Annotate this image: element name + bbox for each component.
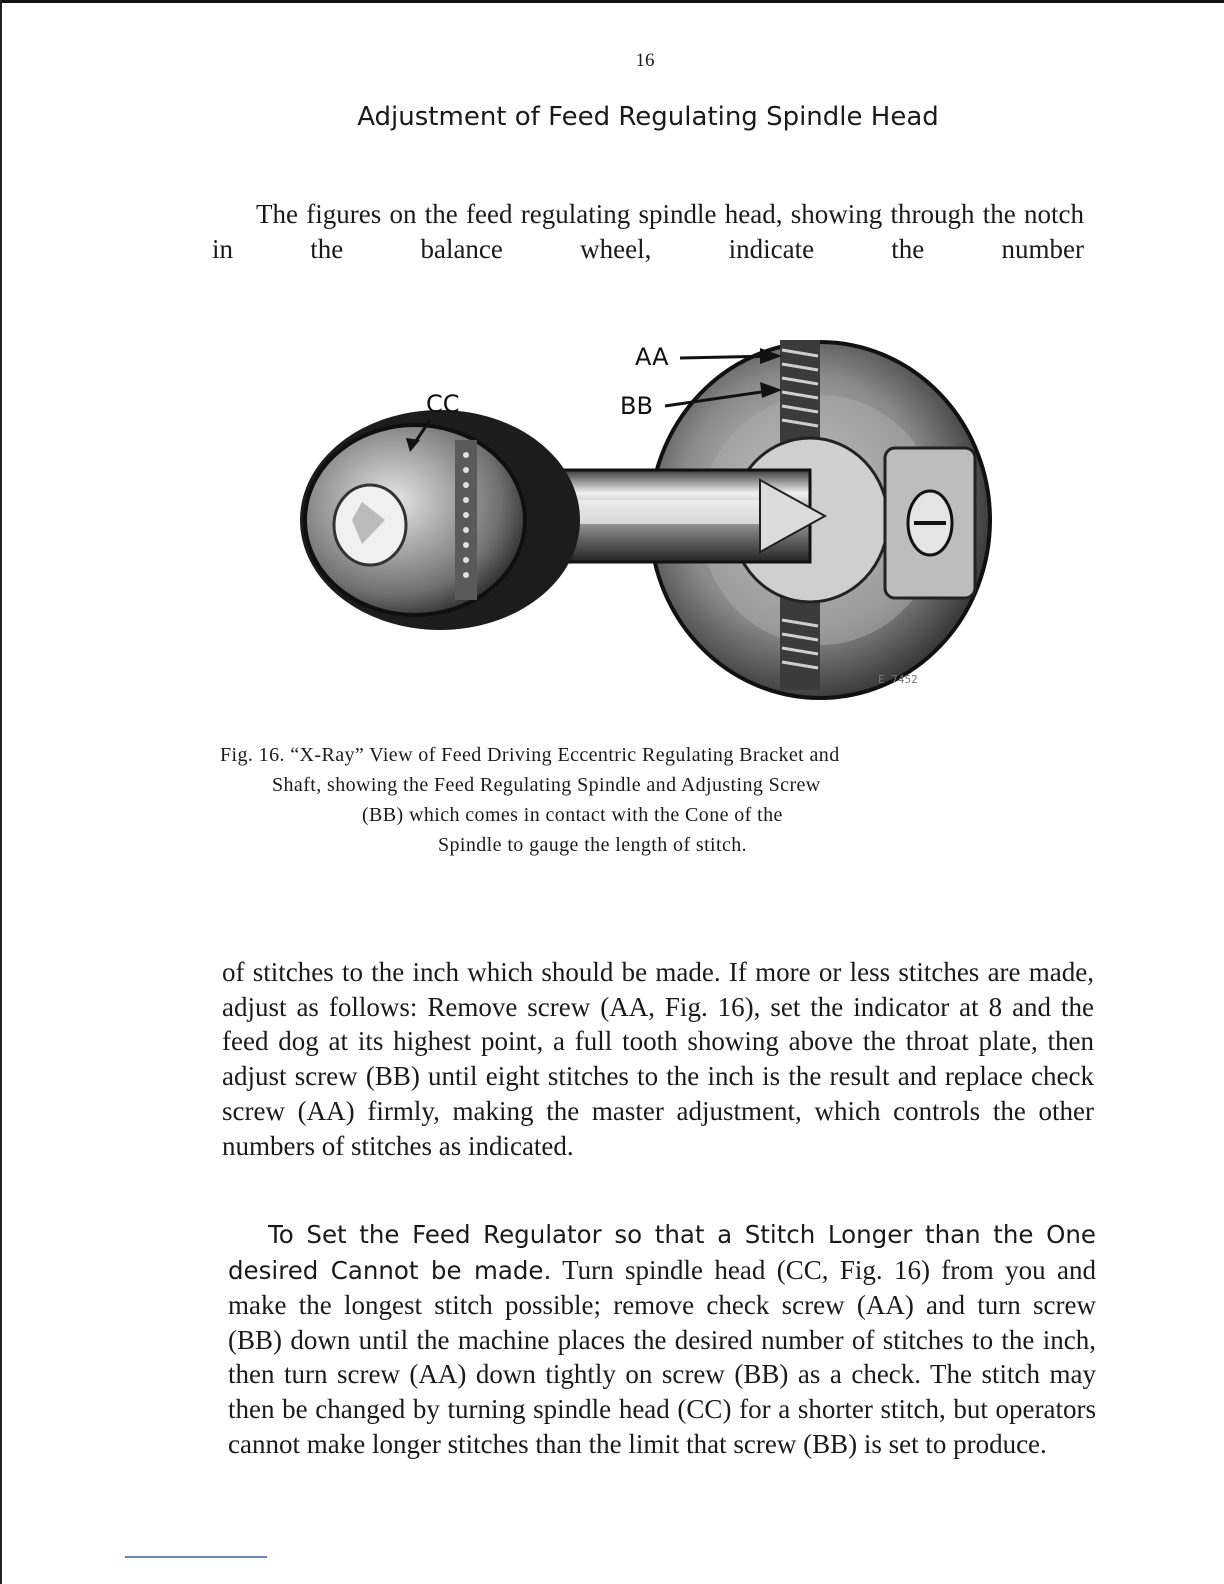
plate-mark: E 7452 bbox=[878, 673, 918, 686]
figure-illustration bbox=[290, 330, 1010, 702]
continued-paragraph: of stitches to the inch which should be made. If more or less stitches are made, adjust as follows: Remove screw (AA, Fig. 16), set the indicator at 8 and the feed dog at its highest point, a full tooth showing above the throat plate, then adjust screw (BB) until eight stitches to the inch is the result and replace check screw (AA) firmly, making the master adjustment, which controls the other numbers of stitches as indicated. bbox=[222, 957, 1094, 1161]
section-paragraph bbox=[228, 1217, 1096, 1461]
section-lead-heading: To Set the Feed Regulator so that a Stitch Longer than the One desired Cannot be made. bbox=[228, 1220, 1096, 1285]
section-body: Turn spindle head (CC, Fig. 16) from you and make the longest stitch possible; remove check screw (AA) and turn screw (BB) down until the machine places the desired number of stitches to the inch, then turn screw (AA) down tightly on screw (BB) as a check. The stitch may then be changed by turning spindle head (CC) for a shorter stitch, but operators cannot make longer stitches than the limit that screw (BB) is set to produce. bbox=[228, 1254, 1096, 1459]
caption-line: (BB) which comes in contact with the Cone of the bbox=[362, 804, 783, 826]
intro-paragraph: The figures on the feed regulating spindle head, showing through the notch in the balance wheel, indicate the number bbox=[212, 199, 1084, 264]
figure-16-xray-view bbox=[290, 330, 1010, 702]
label-cc: CC bbox=[426, 390, 460, 418]
label-aa: AA bbox=[635, 343, 669, 371]
caption-line: Spindle to gauge the length of stitch. bbox=[438, 834, 748, 856]
bottom-edge-mark bbox=[125, 1556, 267, 1558]
caption-line: Shaft, showing the Feed Regulating Spindle and Adjusting Screw bbox=[272, 774, 821, 796]
figure-caption bbox=[220, 740, 1100, 860]
left-border-rule bbox=[0, 0, 2, 1584]
page-number: 16 bbox=[635, 50, 655, 71]
page-heading: Adjustment of Feed Regulating Spindle Head bbox=[357, 102, 939, 132]
caption-line: Fig. 16. “X-Ray” View of Feed Driving Eccentric Regulating Bracket and bbox=[220, 744, 840, 766]
label-bb: BB bbox=[620, 392, 653, 420]
top-border-rule bbox=[0, 0, 1224, 3]
